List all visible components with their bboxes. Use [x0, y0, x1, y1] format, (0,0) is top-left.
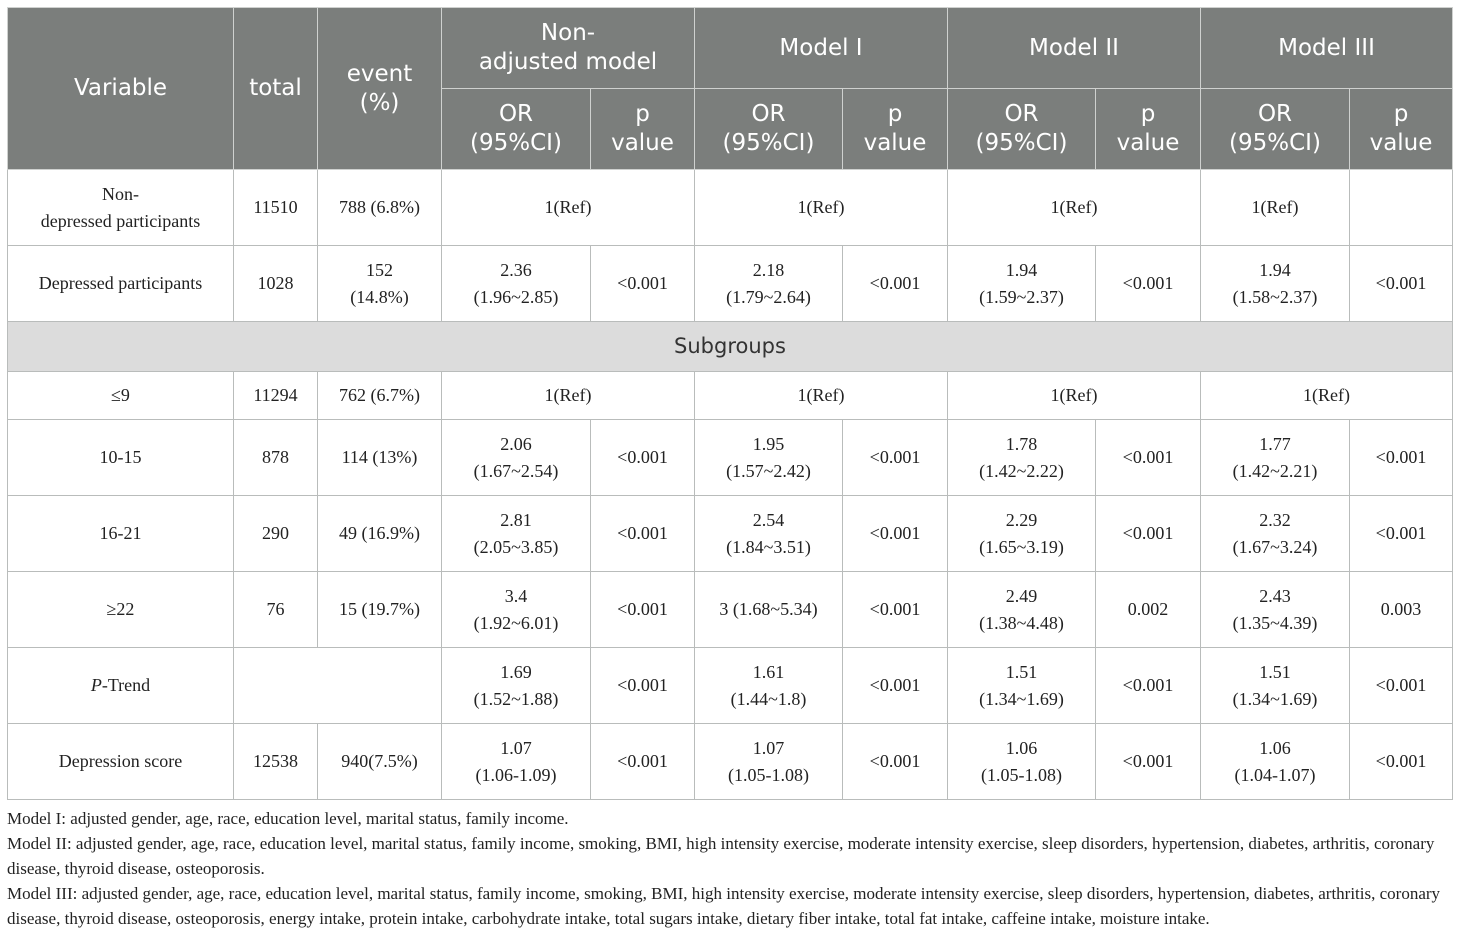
cell-total: 878 [234, 420, 318, 496]
cell-total: 290 [234, 496, 318, 572]
cell-p: <0.001 [843, 648, 948, 724]
cell-or: 2.43 (1.35~4.39) [1201, 572, 1350, 648]
section-subgroups: Subgroups [8, 322, 1453, 372]
cell-p: <0.001 [1350, 420, 1453, 496]
header-event: event (%) [318, 8, 442, 170]
header-total: total [234, 8, 318, 170]
cell-p: <0.001 [843, 496, 948, 572]
cell-total: 76 [234, 572, 318, 648]
cell-or: 1.94 (1.59~2.37) [948, 246, 1096, 322]
cell-variable: Depression score [8, 724, 234, 800]
cell-or: 2.18 (1.79~2.64) [695, 246, 843, 322]
table-row [8, 724, 1453, 800]
cell-or: 1.69 (1.52~1.88) [442, 648, 591, 724]
p-trend-italic: P [90, 675, 102, 695]
cell-p: <0.001 [1350, 648, 1453, 724]
cell-ref: 1(Ref) [1201, 170, 1350, 246]
cell-empty [234, 648, 442, 724]
cell-or: 1.51 (1.34~1.69) [1201, 648, 1350, 724]
table-row [8, 420, 1453, 496]
p-trend-rest: -Trend [101, 675, 151, 695]
cell-p: 0.003 [1350, 572, 1453, 648]
cell-total: 11510 [234, 170, 318, 246]
cell-p: <0.001 [1350, 496, 1453, 572]
cell-p: <0.001 [1096, 420, 1201, 496]
cell-event: 49 (16.9%) [318, 496, 442, 572]
cell-ref: 1(Ref) [1201, 372, 1453, 420]
cell-p: 0.002 [1096, 572, 1201, 648]
cell-or: 1.51 (1.34~1.69) [948, 648, 1096, 724]
results-table [7, 7, 1453, 800]
table-row [8, 496, 1453, 572]
cell-or: 2.36 (1.96~2.85) [442, 246, 591, 322]
cell-or: 1.06 (1.04-1.07) [1201, 724, 1350, 800]
cell-ref: 1(Ref) [442, 170, 695, 246]
header-model-nonadjusted: Non- adjusted model [442, 8, 695, 89]
header-p: p value [591, 89, 695, 170]
footnote-model-3: Model III: adjusted gender, age, race, education level, marital status, family income, smoking, BMI, high intensity exercise, moderate intensity exercise, sleep disorders, hypertension, diabetes, arthritis, coronary disease, thyroid disease, osteoporosis, energy intake, protein intake, carbohydrate intake, total sugars intake, dietary fiber intake, total fat intake, caffeine intake, moisture intake. [7, 884, 1441, 928]
cell-variable: ≤9 [8, 372, 234, 420]
header-p: p value [843, 89, 948, 170]
cell-event: 788 (6.8%) [318, 170, 442, 246]
cell-or: 1.06 (1.05-1.08) [948, 724, 1096, 800]
cell-p: <0.001 [591, 572, 695, 648]
cell-total: 1028 [234, 246, 318, 322]
header-p: p value [1096, 89, 1201, 170]
cell-or: 2.54 (1.84~3.51) [695, 496, 843, 572]
cell-or: 1.95 (1.57~2.42) [695, 420, 843, 496]
footnote-model-1: Model I: adjusted gender, age, race, education level, marital status, family income. [7, 809, 569, 828]
header-model-2: Model II [948, 8, 1201, 89]
cell-or: 1.61 (1.44~1.8) [695, 648, 843, 724]
cell-p: <0.001 [1350, 246, 1453, 322]
cell-p: <0.001 [1096, 496, 1201, 572]
cell-p: <0.001 [843, 572, 948, 648]
cell-event: 152 (14.8%) [318, 246, 442, 322]
table-row [8, 246, 1453, 322]
cell-empty [1350, 170, 1453, 246]
cell-or: 3.4 (1.92~6.01) [442, 572, 591, 648]
cell-p: <0.001 [843, 724, 948, 800]
cell-or: 2.06 (1.67~2.54) [442, 420, 591, 496]
cell-p: <0.001 [591, 724, 695, 800]
header-or: OR (95%CI) [1201, 89, 1350, 170]
header-or: OR (95%CI) [948, 89, 1096, 170]
cell-or: 1.77 (1.42~2.21) [1201, 420, 1350, 496]
cell-p: <0.001 [591, 648, 695, 724]
cell-variable: 16-21 [8, 496, 234, 572]
header-or: OR (95%CI) [442, 89, 591, 170]
cell-ref: 1(Ref) [695, 372, 948, 420]
cell-p: <0.001 [591, 246, 695, 322]
section-row [8, 322, 1453, 372]
table-row [8, 372, 1453, 420]
cell-p: <0.001 [843, 246, 948, 322]
cell-p: <0.001 [1096, 724, 1201, 800]
cell-or: 2.81 (2.05~3.85) [442, 496, 591, 572]
cell-or: 2.32 (1.67~3.24) [1201, 496, 1350, 572]
cell-p: <0.001 [1096, 246, 1201, 322]
cell-p: <0.001 [1350, 724, 1453, 800]
cell-variable: Depressed participants [8, 246, 234, 322]
cell-event: 15 (19.7%) [318, 572, 442, 648]
table-footnotes [7, 806, 1457, 931]
cell-or: 1.78 (1.42~2.22) [948, 420, 1096, 496]
cell-or: 1.07 (1.06-1.09) [442, 724, 591, 800]
header-variable: Variable [8, 8, 234, 170]
cell-p: <0.001 [1096, 648, 1201, 724]
header-p: p value [1350, 89, 1453, 170]
cell-event: 114 (13%) [318, 420, 442, 496]
cell-ref: 1(Ref) [948, 372, 1201, 420]
cell-variable: Non- depressed participants [8, 170, 234, 246]
cell-or: 2.29 (1.65~3.19) [948, 496, 1096, 572]
cell-event: 940(7.5%) [318, 724, 442, 800]
table-row [8, 170, 1453, 246]
cell-variable: ≥22 [8, 572, 234, 648]
header-model-3: Model III [1201, 8, 1453, 89]
cell-event: 762 (6.7%) [318, 372, 442, 420]
cell-or: 1.07 (1.05-1.08) [695, 724, 843, 800]
footnote-model-2: Model II: adjusted gender, age, race, education level, marital status, family income, smoking, BMI, high intensity exercise, moderate intensity exercise, sleep disorders, hypertension, diabetes, arthritis, coronary disease, thyroid disease, osteoporosis. [7, 834, 1435, 878]
cell-ref: 1(Ref) [442, 372, 695, 420]
cell-p: <0.001 [591, 496, 695, 572]
cell-or: 2.49 (1.38~4.48) [948, 572, 1096, 648]
cell-variable [8, 648, 234, 724]
table-row [8, 648, 1453, 724]
cell-or: 3 (1.68~5.34) [695, 572, 843, 648]
cell-p: <0.001 [843, 420, 948, 496]
header-model-1: Model I [695, 8, 948, 89]
cell-or: 1.94 (1.58~2.37) [1201, 246, 1350, 322]
cell-total: 11294 [234, 372, 318, 420]
cell-variable: 10-15 [8, 420, 234, 496]
cell-p: <0.001 [591, 420, 695, 496]
cell-ref: 1(Ref) [948, 170, 1201, 246]
table-row [8, 572, 1453, 648]
table-header [8, 8, 1453, 170]
cell-ref: 1(Ref) [695, 170, 948, 246]
cell-total: 12538 [234, 724, 318, 800]
header-or: OR (95%CI) [695, 89, 843, 170]
